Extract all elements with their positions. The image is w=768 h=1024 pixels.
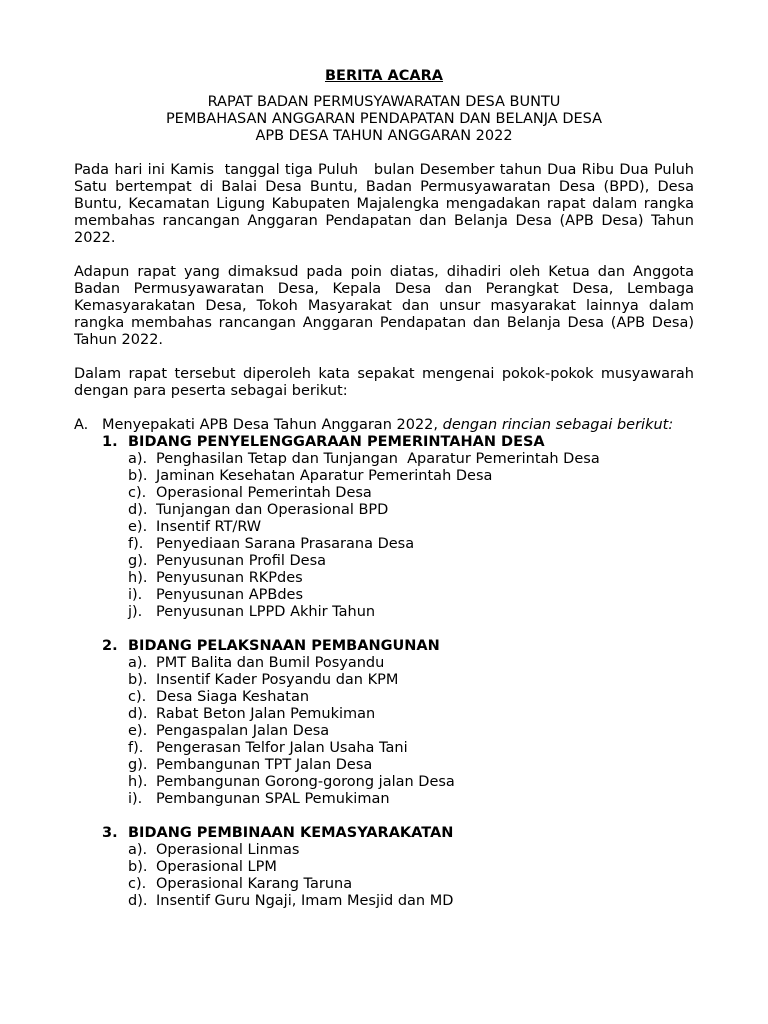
document-title: BERITA ACARA bbox=[324, 68, 444, 84]
list-item-text: Jaminan Kesehatan Aparatur Pemerintah Desa bbox=[156, 468, 493, 484]
paragraph-agreement: Dalam rapat tersebut diperoleh kata sepakat mengenai pokok-pokok musyawarah dengan para peserta sebagai berikut: bbox=[74, 366, 694, 399]
subtitle-line-2: PEMBAHASAN ANGGARAN PENDAPATAN DAN BELANJA DESA bbox=[165, 111, 603, 127]
bidang-heading bbox=[102, 434, 694, 451]
list-item-marker: a). bbox=[128, 655, 148, 671]
bidang-number: 2. bbox=[102, 638, 118, 654]
list-item-marker: b). bbox=[128, 859, 148, 875]
section-a-marker: A. bbox=[74, 417, 89, 433]
list-item bbox=[128, 842, 694, 859]
section-a-text bbox=[102, 417, 694, 434]
list-item-text: Penyusunan LPPD Akhir Tahun bbox=[156, 604, 376, 620]
list-item-marker: c). bbox=[128, 689, 147, 705]
section-spacer bbox=[102, 808, 694, 825]
list-item-text: Pembangunan SPAL Pemukiman bbox=[156, 791, 390, 807]
list-item bbox=[128, 502, 694, 519]
list-item-marker: d). bbox=[128, 893, 148, 909]
subtitle-line-1: RAPAT BADAN PERMUSYAWARATAN DESA BUNTU bbox=[207, 94, 561, 110]
list-item-marker: h). bbox=[128, 570, 148, 586]
list-item bbox=[128, 604, 694, 621]
list-item-marker: f). bbox=[128, 536, 144, 552]
list-item bbox=[128, 570, 694, 587]
list-item bbox=[128, 893, 694, 910]
list-item-text: Penyusunan Profil Desa bbox=[156, 553, 327, 569]
list-item-marker: e). bbox=[128, 723, 148, 739]
list-item-text: Operasional Karang Taruna bbox=[156, 876, 353, 892]
section-a-text-italic: dengan rincian sebagai berikut: bbox=[442, 417, 674, 433]
list-item-text: Pembangunan Gorong-gorong jalan Desa bbox=[156, 774, 455, 790]
bidang-title: BIDANG PEMBINAAN KEMASYARAKATAN bbox=[128, 825, 454, 841]
list-item-text: Tunjangan dan Operasional BPD bbox=[156, 502, 389, 518]
bidang-items bbox=[128, 842, 694, 910]
list-item-marker: b). bbox=[128, 468, 148, 484]
list-item-text: Pengaspalan Jalan Desa bbox=[156, 723, 330, 739]
section-a bbox=[74, 417, 694, 434]
bidang-heading bbox=[102, 638, 694, 655]
bidang-number: 3. bbox=[102, 825, 118, 841]
list-item-marker: b). bbox=[128, 672, 148, 688]
list-item-text: Operasional Linmas bbox=[156, 842, 300, 858]
list-item-text: Penyusunan APBdes bbox=[156, 587, 304, 603]
list-item bbox=[128, 706, 694, 723]
list-item bbox=[128, 451, 694, 468]
list-item bbox=[128, 689, 694, 706]
list-item-marker: a). bbox=[128, 842, 148, 858]
list-item-text: Rabat Beton Jalan Pemukiman bbox=[156, 706, 376, 722]
bidang-title: BIDANG PELAKSNAAN PEMBANGUNAN bbox=[128, 638, 440, 654]
list-item-text: Operasional Pemerintah Desa bbox=[156, 485, 372, 501]
bidang-heading bbox=[102, 825, 694, 842]
list-item-marker: c). bbox=[128, 876, 147, 892]
list-item-marker: j). bbox=[128, 604, 143, 620]
list-item-text: Pengerasan Telfor Jalan Usaha Tani bbox=[156, 740, 408, 756]
list-item-marker: f). bbox=[128, 740, 144, 756]
list-item bbox=[128, 519, 694, 536]
list-item-text: Penyediaan Sarana Prasarana Desa bbox=[156, 536, 415, 552]
list-item bbox=[128, 791, 694, 808]
list-item-marker: h). bbox=[128, 774, 148, 790]
list-item-marker: i). bbox=[128, 587, 143, 603]
paragraph-opening: Pada hari ini Kamis tanggal tiga Puluh bulan Desember tahun Dua Ribu Dua Puluh Satu bertempat di Balai Desa Buntu, Badan Permusyawaratan Desa (BPD), Desa Buntu, Kecamatan Ligung Kabupaten Majalengka mengadakan rapat dalam rangka membahas rancangan Anggaran Pendapatan dan Belanja Desa (APB Desa) Tahun 2022. bbox=[74, 162, 699, 246]
list-item-text: Insentif RT/RW bbox=[156, 519, 262, 535]
list-item-marker: a). bbox=[128, 451, 148, 467]
list-item bbox=[128, 757, 694, 774]
bidang-items bbox=[128, 451, 694, 621]
list-item bbox=[128, 740, 694, 757]
list-item-marker: d). bbox=[128, 502, 148, 518]
list-item-text: Penghasilan Tetap dan Tunjangan Aparatur Pemerintah Desa bbox=[156, 451, 600, 467]
list-item-text: Desa Siaga Keshatan bbox=[156, 689, 310, 705]
list-item bbox=[128, 723, 694, 740]
list-item-text: Insentif Guru Ngaji, Imam Mesjid dan MD bbox=[156, 893, 454, 909]
list-item-text: Insentif Kader Posyandu dan KPM bbox=[156, 672, 399, 688]
list-item-marker: i). bbox=[128, 791, 143, 807]
list-item-text: Pembangunan TPT Jalan Desa bbox=[156, 757, 373, 773]
list-item bbox=[128, 553, 694, 570]
list-item-text: Operasional LPM bbox=[156, 859, 277, 875]
list-item bbox=[128, 876, 694, 893]
list-item-marker: c). bbox=[128, 485, 147, 501]
list-item bbox=[128, 468, 694, 485]
bidang-title: BIDANG PENYELENGGARAAN PEMERINTAHAN DESA bbox=[128, 434, 545, 450]
list-item bbox=[128, 655, 694, 672]
list-item-marker: d). bbox=[128, 706, 148, 722]
bidang-list bbox=[102, 434, 694, 910]
bidang-number: 1. bbox=[102, 434, 118, 450]
list-item-marker: g). bbox=[128, 757, 148, 773]
subtitle-line-3: APB DESA TAHUN ANGGARAN 2022 bbox=[255, 128, 513, 144]
list-item bbox=[128, 536, 694, 553]
list-item-text: Penyusunan RKPdes bbox=[156, 570, 303, 586]
list-item-text: PMT Balita dan Bumil Posyandu bbox=[156, 655, 385, 671]
paragraph-attendance: Adapun rapat yang dimaksud pada poin diatas, dihadiri oleh Ketua dan Anggota Badan Permusyawaratan Desa, Kepala Desa dan Perangkat Desa, Lembaga Kemasyarakatan Desa, Tokoh Masyarakat dan unsur masyarakat lainnya dalam rangka membahas rancangan Anggaran Pendapatan dan Belanja Desa (APB Desa) Tahun 2022. bbox=[74, 264, 694, 348]
list-item-marker: e). bbox=[128, 519, 148, 535]
list-item-marker: g). bbox=[128, 553, 148, 569]
list-item bbox=[128, 587, 694, 604]
section-spacer bbox=[102, 621, 694, 638]
list-item bbox=[128, 485, 694, 502]
document-page bbox=[74, 68, 699, 910]
bidang-items bbox=[128, 655, 694, 808]
section-a-text-normal: Menyepakati APB Desa Tahun Anggaran 2022, bbox=[102, 417, 443, 433]
list-item bbox=[128, 774, 694, 791]
list-item bbox=[128, 859, 694, 876]
list-item bbox=[128, 672, 694, 689]
